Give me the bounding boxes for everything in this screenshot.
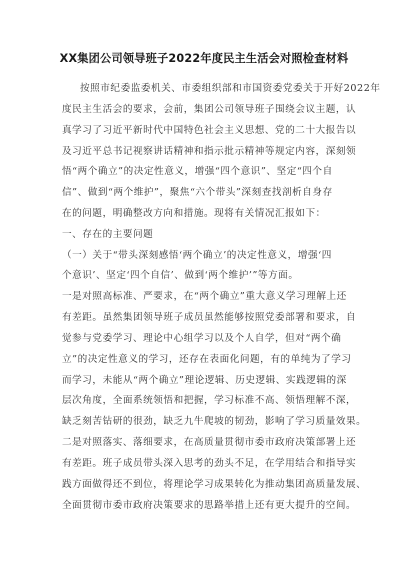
body-line: 及习近平总书记视察讲话精神和指示批示精神等规定内容，深刻领 — [62, 146, 357, 157]
body-line: 立”的决定性意义的学习，还存在表面化问题，有的单纯为了学习 — [62, 354, 352, 365]
body-line: 真学习了习近平新时代中国特色社会主义思想、党的二十大报告以 — [62, 125, 357, 136]
body-line: 觉参与党委学习、理论中心组学习以及个人自学，但对“两个确 — [62, 333, 342, 344]
body-line: 二是对照落实、落细要求，在高质量贯彻市委市政府决策部署上还 — [62, 437, 357, 448]
body-line: 在的问题，明确整改方向和措施。现将有关情况汇报如下： — [62, 208, 326, 219]
body-line: 一是对照高标准、严要求，在“两个确立”重大意义学习理解上还 — [62, 291, 347, 302]
body-line: （一）关于“带头深刻感悟‘两个确立’的决定性意义，增强‘四 — [62, 250, 332, 261]
body-line: 缺乏刻苦钻研的很劲，缺乏九牛爬坡的韧劲，影响了学习质量效果。 — [62, 416, 367, 427]
body-line: 层次角度，全面系统领悟和把握，学习标准不高、领悟理解不深， — [62, 395, 357, 406]
body-line: 践方面做得还不到位，将理论学习成果转化为推动集团高质量发展、 — [62, 479, 367, 490]
body-line: 有差距。虽然集团领导班子成员虽然能够按照党委部署和要求，自 — [62, 312, 357, 323]
body-line: 个意识’、坚定‘四个自信’、做到‘两个维护’”等方面。 — [62, 270, 299, 281]
document-title: XX集团公司领导班子2022年度民主生活会对照检查材料 — [59, 52, 349, 65]
section-heading: 一、存在的主要问题 — [62, 229, 154, 240]
body-line: 有差距。班子成员带头深入思考的劲头不足，在学用结合和指导实 — [62, 458, 357, 469]
body-line: 按照市纪委监委机关、市委组织部和市国资委党委关于开好2022年 — [80, 83, 381, 94]
body-line: 悟“两个确立”的决定性意义，增强“四个意识”、坚定“四个自 — [62, 166, 333, 177]
body-line: 而学习，未能从“两个确立”理论逻辑、历史逻辑、实践逻辑的深 — [62, 375, 347, 386]
body-line: 信”、做到“两个维护”，聚焦“六个带头”深刻查找剖析自身存 — [62, 187, 333, 198]
body-line: 度民主生活会的要求，会前，集团公司领导班子围绕会议主题，认 — [62, 104, 357, 115]
body-line: 全面贯彻市委市政府决策要求的思路举措上还有更大提升的空间。 — [62, 500, 357, 511]
